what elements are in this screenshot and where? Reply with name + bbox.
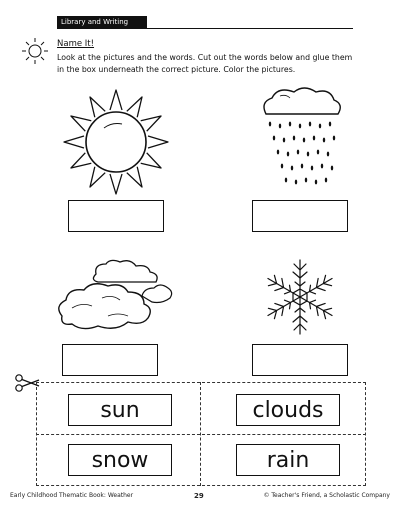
worksheet-instructions: Look at the pictures and the words. Cut out the words below and glue them in the box underneath the correct picture. Color the pictures. [57,53,353,74]
footer-copyright: © Teacher's Friend, a Scholastic Company [263,492,390,499]
snowflake-answer-box[interactable] [252,344,348,376]
cut-line-vertical [200,382,201,486]
word-card-sun[interactable]: sun [68,394,172,426]
footer-book-title: Early Childhood Thematic Book: Weather [10,492,134,499]
word-card-snow[interactable]: snow [68,444,172,476]
small-sun-icon [20,36,50,66]
sun-drawing-icon [56,86,176,198]
word-card-clouds[interactable]: clouds [236,394,340,426]
section-tag: Library and Writing [57,16,147,28]
rain-cloud-drawing-icon [256,84,346,194]
page-number: 29 [194,492,204,500]
header-rule [57,28,353,29]
snowflake-drawing-icon [262,256,338,338]
clouds-drawing-icon [52,258,176,338]
rain-answer-box[interactable] [252,200,348,232]
sun-answer-box[interactable] [68,200,164,232]
word-card-rain[interactable]: rain [236,444,340,476]
cut-line-horizontal [36,434,366,435]
worksheet-title: Name It! [57,39,95,49]
clouds-answer-box[interactable] [62,344,158,376]
